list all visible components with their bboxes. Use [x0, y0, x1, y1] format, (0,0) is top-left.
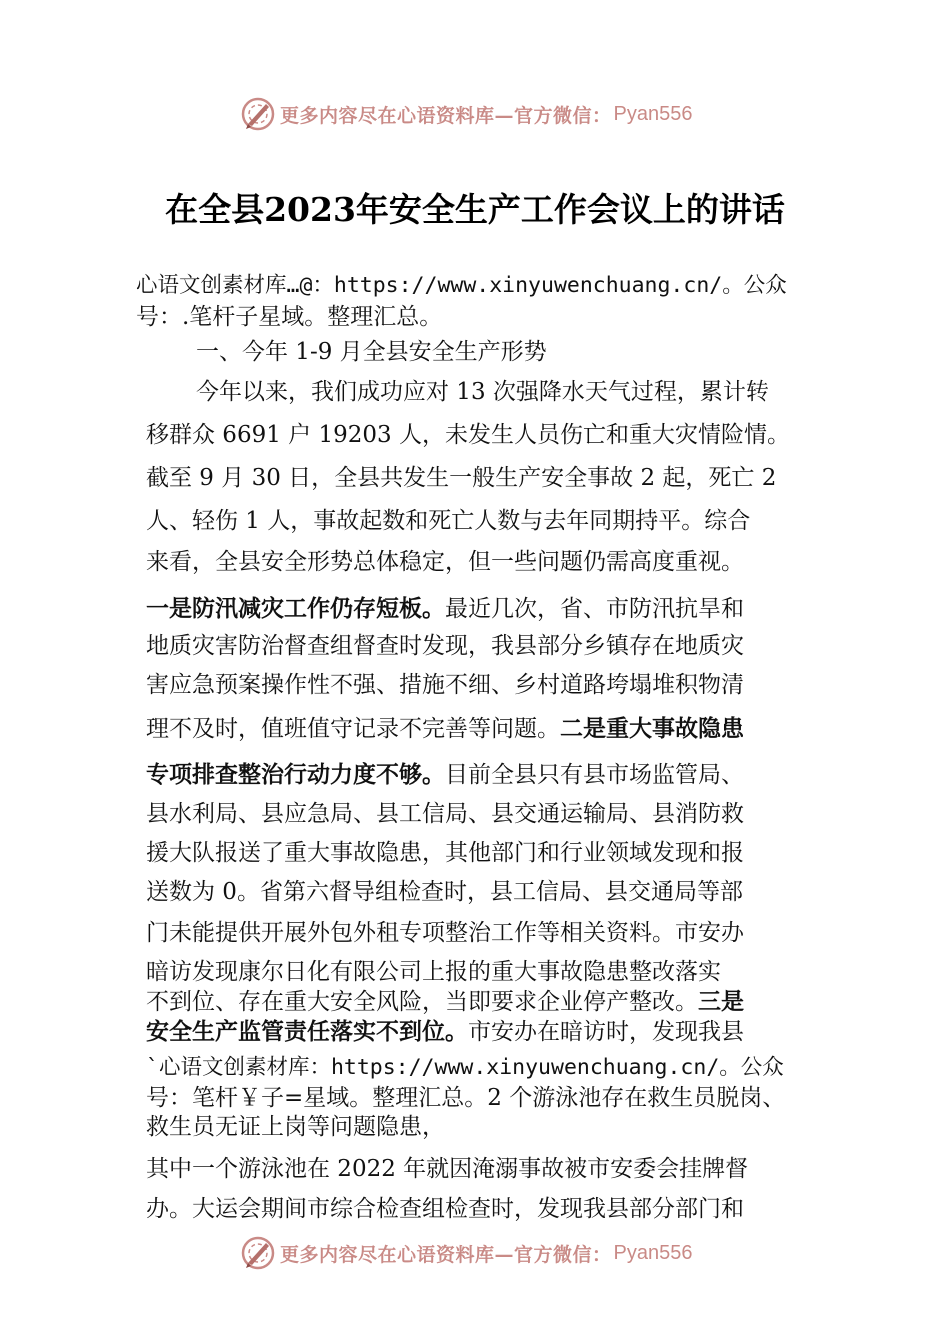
paragraph-line: [146, 756, 744, 789]
paragraph-line: 人、轻伤 1 人，事故起数和死亡人数与去年同期持平。综合: [146, 508, 751, 534]
bold-point-one: 一是防汛减灾工作仍存短板。: [146, 596, 445, 622]
line-text: 理不及时，值班值守记录不完善等问题。: [146, 716, 560, 742]
banner-text: 更多内容尽在心语资料库—官方微信：: [280, 104, 612, 127]
header-watermark-banner: [240, 94, 692, 134]
banner-text: 更多内容尽在心语资料库—官方微信：: [280, 1243, 612, 1266]
paragraph-line: [146, 710, 744, 743]
paragraph-line: 来看，全县安全形势总体稳定，但一些问题仍需高度重视。: [146, 549, 744, 575]
brush-logo-icon: [240, 96, 276, 132]
line-text: 目前全县只有县市场监管局、: [445, 762, 744, 788]
bold-point-three: 三是: [698, 989, 744, 1015]
paragraph-line: 害应急预案操作性不强、措施不细、乡村道路垮塌堆积物清: [146, 672, 744, 698]
paragraph-line: 送数为 0。省第六督导组检查时，县工信局、县交通局等部: [146, 879, 743, 905]
paragraph-line: [146, 983, 744, 1016]
paragraph-line: [146, 1013, 744, 1046]
source-note-line: 号：.笔杆子星域。整理汇总。: [136, 304, 443, 330]
bold-point-three-cont: 安全生产监管责任落实不到位。: [146, 1019, 468, 1045]
line-text: 不到位、存在重大安全风险，当即要求企业停产整改。: [146, 989, 698, 1015]
paragraph-line: 号：笔杆￥子=星域。整理汇总。2 个游泳池存在救生员脱岗、: [146, 1085, 786, 1111]
paragraph-line: [146, 590, 744, 623]
paragraph-line: 办。大运会期间市综合检查组检查时，发现我县部分部门和: [146, 1196, 744, 1222]
page-title: 在全县2023年安全生产工作会议上的讲话: [165, 190, 785, 229]
banner-wechat-id: Pyan556: [613, 102, 693, 125]
paragraph-line: 地质灾害防治督查组督查时发现，我县部分乡镇存在地质灾: [146, 633, 744, 659]
banner-wechat-id: Pyan556: [613, 1241, 693, 1264]
paragraph-line: 其中一个游泳池在 2022 年就因淹溺事故被市安委会挂牌督: [146, 1156, 749, 1182]
paragraph-line: 救生员无证上岗等问题隐患，: [146, 1114, 445, 1140]
footer-watermark-banner: [240, 1233, 692, 1273]
paragraph-line: 援大队报送了重大事故隐患，其他部门和行业领域发现和报: [146, 840, 744, 866]
section-heading: 一、今年 1-9 月全县安全生产形势: [196, 339, 547, 365]
paragraph-line: 门未能提供开展外包外租专项整治工作等相关资料。市安办: [146, 920, 744, 946]
paragraph-line: 暗访发现康尔日化有限公司上报的重大事故隐患整改落实: [146, 959, 721, 985]
bold-point-two: 二是重大事故隐患: [560, 716, 744, 742]
source-note-line: 心语文创素材库…@：https://www.xinyuwenchuang.cn/。公众: [136, 273, 787, 298]
paragraph-line: 县水利局、县应急局、县工信局、县交通运输局、县消防救: [146, 801, 744, 827]
paragraph-line: 截至 9 月 30 日，全县共发生一般生产安全事故 2 起，死亡 2: [146, 465, 777, 491]
brush-logo-icon: [240, 1235, 276, 1271]
source-note-line: `心语文创素材库：https://www.xinyuwenchuang.cn/。公众: [146, 1055, 784, 1080]
line-text: 市安办在暗访时，发现我县: [468, 1019, 744, 1045]
bold-point-two-cont: 专项排查整治行动力度不够。: [146, 762, 445, 788]
paragraph-line: 今年以来，我们成功应对 13 次强降水天气过程，累计转: [196, 379, 769, 405]
paragraph-line: 移群众 6691 户 19203 人，未发生人员伤亡和重大灾情险情。: [146, 422, 790, 448]
line-text: 最近几次，省、市防汛抗旱和: [445, 596, 744, 622]
